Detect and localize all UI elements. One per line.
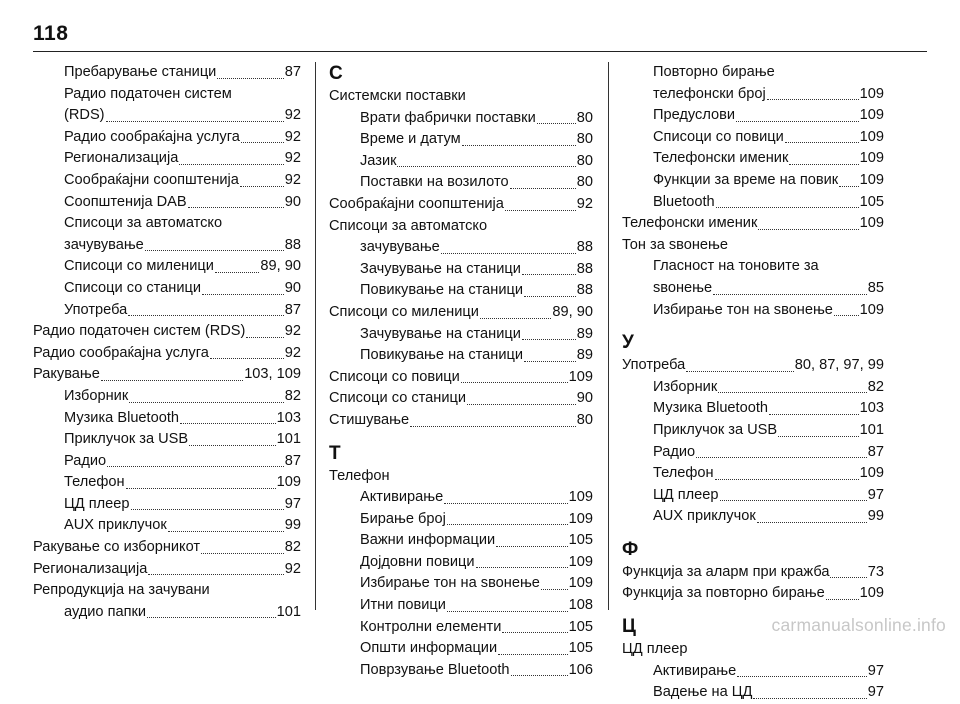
index-entry-pages: 101: [276, 431, 301, 448]
index-entry-text: Повторно бирање: [653, 64, 775, 80]
index-entry: [622, 127, 884, 149]
index-entry: [329, 302, 593, 324]
index-entry-pages: 82: [284, 539, 301, 556]
index-entry: [329, 194, 593, 216]
dot-leader: [180, 423, 276, 424]
dot-leader: [467, 404, 576, 405]
index-entry-pages: 109: [568, 553, 593, 570]
dot-leader: [202, 294, 284, 295]
index-entry: [329, 367, 593, 389]
index-entry: [329, 573, 593, 595]
index-entry-pages: 105: [568, 618, 593, 635]
index-entry: [33, 192, 301, 214]
index-entry-label: Ракување со изборникот: [33, 539, 201, 556]
dot-leader: [524, 296, 576, 297]
index-entry: [329, 108, 593, 130]
dot-leader: [496, 546, 567, 547]
index-entry-label: Изборник: [653, 378, 718, 395]
index-entry-label: Функции за време на повик: [653, 171, 839, 188]
index-entry: [622, 398, 884, 420]
index-entry-pages: 82: [867, 378, 884, 395]
index-entry-label: Списоци со станици: [329, 390, 467, 407]
index-entry-label: (RDS): [64, 107, 105, 124]
index-entry-label: ѕвонење: [653, 279, 713, 296]
dot-leader: [498, 654, 568, 655]
index-entry-label: ЦД плеер: [64, 495, 130, 512]
index-entry-label: Јазик: [360, 152, 397, 169]
index-entry-text: Списоци за автоматско: [329, 217, 488, 234]
index-entry: [33, 300, 301, 322]
dot-leader: [240, 186, 284, 187]
index-entry: [33, 148, 301, 170]
dot-leader: [410, 426, 576, 427]
dot-leader: [736, 121, 859, 122]
dot-leader: [720, 500, 867, 501]
index-entry-pages: 87: [867, 443, 884, 460]
dot-leader: [778, 436, 858, 437]
dot-leader: [758, 229, 858, 230]
dot-leader: [179, 164, 283, 165]
index-entry: [33, 62, 301, 84]
index-entry-label: зачувување: [360, 239, 440, 256]
index-entry-label: Поставки на возилото: [360, 174, 509, 191]
index-entry-pages: 101: [276, 603, 301, 620]
index-entry-pages: 88: [576, 282, 593, 299]
index-entry-pages: 87: [284, 452, 301, 469]
index-entry-pages: 109: [568, 510, 593, 527]
index-entry-pages: 92: [284, 150, 301, 167]
index-entry-pages: 109: [859, 150, 884, 167]
dot-leader: [830, 577, 866, 578]
dot-leader: [785, 142, 859, 143]
index-entry: [33, 451, 301, 473]
index-entry-label: Списоци со повици: [329, 368, 460, 385]
index-entry: [33, 235, 301, 257]
index-entry-pages: 80: [576, 152, 593, 169]
index-entry: [33, 386, 301, 408]
dot-leader: [476, 567, 568, 568]
index-entry-pages: 80: [576, 174, 593, 191]
index-entry: [33, 559, 301, 581]
index-entry-pages: 85: [867, 279, 884, 296]
index-entry: [329, 638, 593, 660]
index-entry: [622, 278, 884, 300]
index-entry-label: Соопштенија DAB: [64, 193, 187, 210]
index-entry-label: Функција за аларм при кражба: [622, 563, 830, 580]
index-entry-pages: 89: [576, 325, 593, 342]
dot-leader: [106, 121, 284, 122]
index-entry: [33, 429, 301, 451]
index-entry-label: Активирање: [360, 489, 444, 506]
dot-leader: [480, 318, 552, 319]
index-entry: [622, 506, 884, 528]
index-entry-pages: 80: [576, 411, 593, 428]
index-entry-pages: 92: [284, 171, 301, 188]
index-entry-text: Системски поставки: [329, 88, 466, 104]
index-entry-pages: 87: [284, 301, 301, 318]
dot-leader: [522, 274, 576, 275]
dot-leader: [510, 188, 576, 189]
index-entry: [33, 364, 301, 386]
index-entry: [33, 494, 301, 516]
index-entry-pages: 87: [284, 64, 301, 80]
dot-leader: [716, 207, 859, 208]
index-entry-label: Пребарување станици: [64, 64, 217, 80]
index-entry: [33, 602, 301, 624]
index-entry: [329, 509, 593, 531]
index-entry: [33, 515, 301, 537]
index-entry: [329, 660, 593, 682]
index-entry-pages: 99: [867, 508, 884, 525]
index-entry-pages: 109: [859, 301, 884, 318]
index-entry-label: Радио сообраќајна услуга: [64, 128, 240, 145]
index-entry: [622, 682, 884, 704]
index-entry-label: AUX приклучок: [653, 508, 756, 525]
index-entry-pages: 109: [859, 128, 884, 145]
index-entry-text: Телефон: [329, 467, 390, 484]
index-entry-pages: 109: [276, 474, 301, 491]
index-entry-pages: 92: [284, 128, 301, 145]
index-entry-label: Избирање тон на ѕвонење: [360, 575, 540, 592]
index-entry-pages: 90: [284, 193, 301, 210]
index-entry: [622, 562, 884, 584]
index-entry-pages: 97: [867, 684, 884, 701]
index-entry: [33, 408, 301, 430]
index-entry: [329, 487, 593, 509]
index-entry-label: Телефон: [64, 474, 125, 491]
index-entry-label: Активирање: [653, 662, 737, 679]
index-entry-label: Радио сообраќајна услуга: [33, 344, 209, 361]
index-entry: [622, 84, 884, 106]
index-entry-pages: 92: [284, 344, 301, 361]
dot-leader: [397, 166, 575, 167]
dot-leader: [826, 599, 859, 600]
index-entry: [33, 321, 301, 343]
index-entry-text: Гласност на тоновите за: [653, 258, 819, 275]
dot-leader: [686, 371, 794, 372]
index-entry-label: аудио папки: [64, 603, 147, 620]
index-entry-pages: 99: [284, 517, 301, 534]
index-letter-heading: Т: [329, 442, 341, 464]
index-entry: [33, 105, 301, 127]
dot-leader: [713, 294, 867, 295]
dot-leader: [131, 509, 284, 510]
index-letter-heading: С: [329, 63, 343, 84]
index-entry-text: Тон за ѕвонење: [622, 236, 729, 253]
dot-leader: [444, 503, 567, 504]
index-entry-label: Вадење на ЦД: [653, 684, 753, 701]
index-entry-pages: 92: [576, 195, 593, 212]
dot-leader: [441, 253, 576, 254]
index-entry-pages: 106: [568, 661, 593, 678]
index-entry-label: Музика Bluetooth: [653, 400, 769, 417]
index-entry-label: Сообраќајни соопштенија: [329, 195, 504, 212]
dot-leader: [718, 392, 867, 393]
index-entry-label: Време и датум: [360, 131, 461, 148]
index-column-3: [622, 62, 884, 704]
index-entry-label: Општи информации: [360, 640, 498, 657]
index-entry-label: Употреба: [64, 301, 128, 318]
index-entry-label: Употреба: [622, 357, 686, 374]
dot-leader: [168, 531, 284, 532]
index-entry: [329, 617, 593, 639]
index-entry: [622, 355, 884, 377]
index-entry: [622, 105, 884, 127]
index-entry-pages: 89: [576, 347, 593, 364]
index-entry-pages: 92: [284, 107, 301, 124]
index-entry-label: Радио: [64, 452, 107, 469]
index-entry: [33, 127, 301, 149]
dot-leader: [461, 382, 568, 383]
dot-leader: [126, 488, 276, 489]
dot-leader: [128, 315, 284, 316]
index-entry-pages: 92: [284, 323, 301, 340]
dot-leader: [541, 589, 568, 590]
index-entry-label: Важни информации: [360, 532, 496, 549]
index-entry-pages: 89, 90: [260, 258, 301, 275]
index-entry: [622, 463, 884, 485]
index-entry-label: Стишување: [329, 411, 410, 428]
column-divider: [315, 62, 316, 610]
index-entry: [622, 583, 884, 605]
index-entry-text: Радио податочен систем: [64, 85, 232, 102]
index-entry-label: ЦД плеер: [653, 486, 719, 503]
index-entry: [622, 148, 884, 170]
index-entry-pages: 105: [568, 640, 593, 657]
dot-leader: [447, 524, 568, 525]
index-entry-pages: 109: [859, 107, 884, 124]
index-entry-label: Приклучок за USB: [653, 421, 778, 438]
index-entry-label: Бирање број: [360, 510, 446, 527]
dot-leader: [715, 479, 859, 480]
index-entry-pages: 109: [859, 85, 884, 102]
index-entry-label: Телефонски именик: [622, 215, 758, 232]
index-entry: [329, 280, 593, 302]
index-entry-label: Итни повици: [360, 597, 446, 614]
index-entry-label: Повикување на станици: [360, 282, 523, 299]
index-entry: [622, 420, 884, 442]
index-entry: [622, 485, 884, 507]
dot-leader: [148, 574, 283, 575]
dot-leader: [522, 339, 576, 340]
index-entry-label: Функција за повторно бирање: [622, 585, 825, 602]
index-entry-label: Врати фабрички поставки: [360, 109, 536, 126]
index-entry: [329, 151, 593, 173]
index-entry: [33, 472, 301, 494]
index-entry-label: Регионализација: [64, 150, 179, 167]
dot-leader: [767, 99, 859, 100]
index-entry: [622, 661, 884, 683]
index-entry: [622, 377, 884, 399]
index-letter-heading: Ф: [622, 538, 639, 560]
index-entry: [33, 170, 301, 192]
index-entry: [329, 345, 593, 367]
index-entry-pages: 109: [859, 171, 884, 188]
dot-leader: [189, 445, 275, 446]
index-entry: [622, 170, 884, 192]
index-column-2: [329, 62, 593, 681]
index-entry-label: Зачувување на станици: [360, 260, 521, 277]
index-entry-label: Списоци со миленици: [64, 258, 214, 275]
column-divider: [608, 62, 609, 610]
index-entry-pages: 109: [568, 575, 593, 592]
dot-leader: [129, 402, 284, 403]
dot-leader: [757, 522, 867, 523]
dot-leader: [834, 315, 859, 316]
dot-leader: [188, 207, 284, 208]
index-entry-pages: 88: [576, 239, 593, 256]
dot-leader: [502, 632, 567, 633]
index-entry-label: Предуслови: [653, 107, 736, 124]
index-entry-text: ЦД плеер: [622, 641, 688, 658]
index-entry-pages: 109: [568, 368, 593, 385]
index-entry-label: Изборник: [64, 387, 129, 404]
dot-leader: [145, 250, 284, 251]
index-entry-pages: 101: [859, 421, 884, 438]
index-letter-heading: Ц: [622, 616, 636, 638]
index-entry-label: Зачувување на станици: [360, 325, 521, 342]
dot-leader: [215, 272, 260, 273]
index-entry-pages: 90: [284, 279, 301, 296]
index-entry: [622, 442, 884, 464]
index-entry-pages: 88: [576, 260, 593, 277]
index-entry-pages: 109: [859, 465, 884, 482]
index-entry-pages: 103, 109: [244, 366, 301, 383]
index-entry-pages: 97: [867, 662, 884, 679]
index-entry-pages: 108: [568, 597, 593, 614]
index-entry-label: AUX приклучок: [64, 517, 167, 534]
dot-leader: [101, 380, 243, 381]
index-entry-label: Избирање тон на ѕвонење: [653, 301, 833, 318]
index-entry: [329, 410, 593, 432]
index-entry-label: Списоци со повици: [653, 128, 784, 145]
index-entry: [329, 552, 593, 574]
index-entry-label: Радио: [653, 443, 696, 460]
index-entry-label: Списоци со миленици: [329, 303, 479, 320]
index-entry-label: зачувување: [64, 236, 144, 253]
dot-leader: [147, 617, 276, 618]
dot-leader: [210, 358, 284, 359]
index-entry-label: Повикување на станици: [360, 347, 523, 364]
index-entry: [33, 256, 301, 278]
dot-leader: [201, 553, 284, 554]
index-entry: [622, 300, 884, 322]
dot-leader: [505, 210, 576, 211]
index-entry: [329, 129, 593, 151]
index-entry-label: телефонски број: [653, 85, 766, 102]
index-entry-pages: 105: [568, 532, 593, 549]
dot-leader: [107, 466, 284, 467]
index-entry-pages: 97: [867, 486, 884, 503]
index-entry: [33, 537, 301, 559]
index-entry-label: Контролни елементи: [360, 618, 502, 635]
index-entry: [33, 343, 301, 365]
index-entry-label: Bluetooth: [653, 193, 715, 210]
index-entry-pages: 73: [867, 563, 884, 580]
index-entry-label: Приклучок за USB: [64, 431, 189, 448]
index-entry-label: Музика Bluetooth: [64, 409, 180, 426]
index-entry-pages: 103: [859, 400, 884, 417]
dot-leader: [769, 414, 859, 415]
dot-leader: [511, 675, 568, 676]
dot-leader: [246, 337, 283, 338]
index-entry: [329, 324, 593, 346]
dot-leader: [217, 78, 283, 79]
dot-leader: [789, 164, 858, 165]
dot-leader: [462, 145, 576, 146]
index-entry-label: Дојдовни повици: [360, 553, 475, 570]
index-entry-pages: 92: [284, 560, 301, 577]
index-entry-text: Репродукција на зачувани: [33, 582, 210, 599]
index-entry-pages: 80, 87, 97, 99: [794, 357, 884, 374]
watermark: carmanualsonline.info: [771, 615, 946, 635]
index-entry-pages: 109: [568, 489, 593, 506]
index-entry-label: Поврзување Bluetooth: [360, 661, 510, 678]
dot-leader: [241, 142, 284, 143]
header-rule: [33, 51, 927, 52]
index-entry: [622, 213, 884, 235]
dot-leader: [696, 457, 867, 458]
index-entry-label: Телефон: [653, 465, 714, 482]
page-number: 118: [33, 22, 69, 45]
index-entry-pages: 80: [576, 109, 593, 126]
dot-leader: [839, 186, 858, 187]
index-entry-label: Радио податочен систем (RDS): [33, 323, 246, 340]
index-entry-label: Списоци со станици: [64, 279, 202, 296]
dot-leader: [737, 676, 867, 677]
index-entry: [622, 192, 884, 214]
dot-leader: [753, 698, 866, 699]
index-entry-label: Регионализација: [33, 560, 148, 577]
index-letter-heading: У: [622, 332, 634, 354]
index-entry-label: Сообраќајни соопштенија: [64, 171, 239, 188]
index-entry-pages: 82: [284, 387, 301, 404]
index-entry-pages: 80: [576, 131, 593, 148]
index-entry-pages: 105: [859, 193, 884, 210]
dot-leader: [537, 123, 576, 124]
dot-leader: [524, 361, 576, 362]
index-entry: [329, 530, 593, 552]
index-entry-label: Телефонски именик: [653, 150, 789, 167]
index-entry-pages: 109: [859, 215, 884, 232]
index-entry: [329, 595, 593, 617]
index-entry: [329, 172, 593, 194]
index-entry-pages: 103: [276, 409, 301, 426]
index-entry: [329, 259, 593, 281]
index-entry-pages: 109: [859, 585, 884, 602]
index-entry-pages: 90: [576, 390, 593, 407]
index-entry-pages: 97: [284, 495, 301, 512]
index-entry: [33, 278, 301, 300]
index-entry: [329, 237, 593, 259]
index-entry-label: Ракување: [33, 366, 100, 383]
index-entry: [329, 388, 593, 410]
index-column-1: [33, 62, 301, 623]
dot-leader: [447, 611, 568, 612]
index-entry-pages: 88: [284, 236, 301, 253]
index-entry-text: Списоци за автоматско: [64, 215, 223, 232]
index-entry-pages: 89, 90: [552, 303, 593, 320]
